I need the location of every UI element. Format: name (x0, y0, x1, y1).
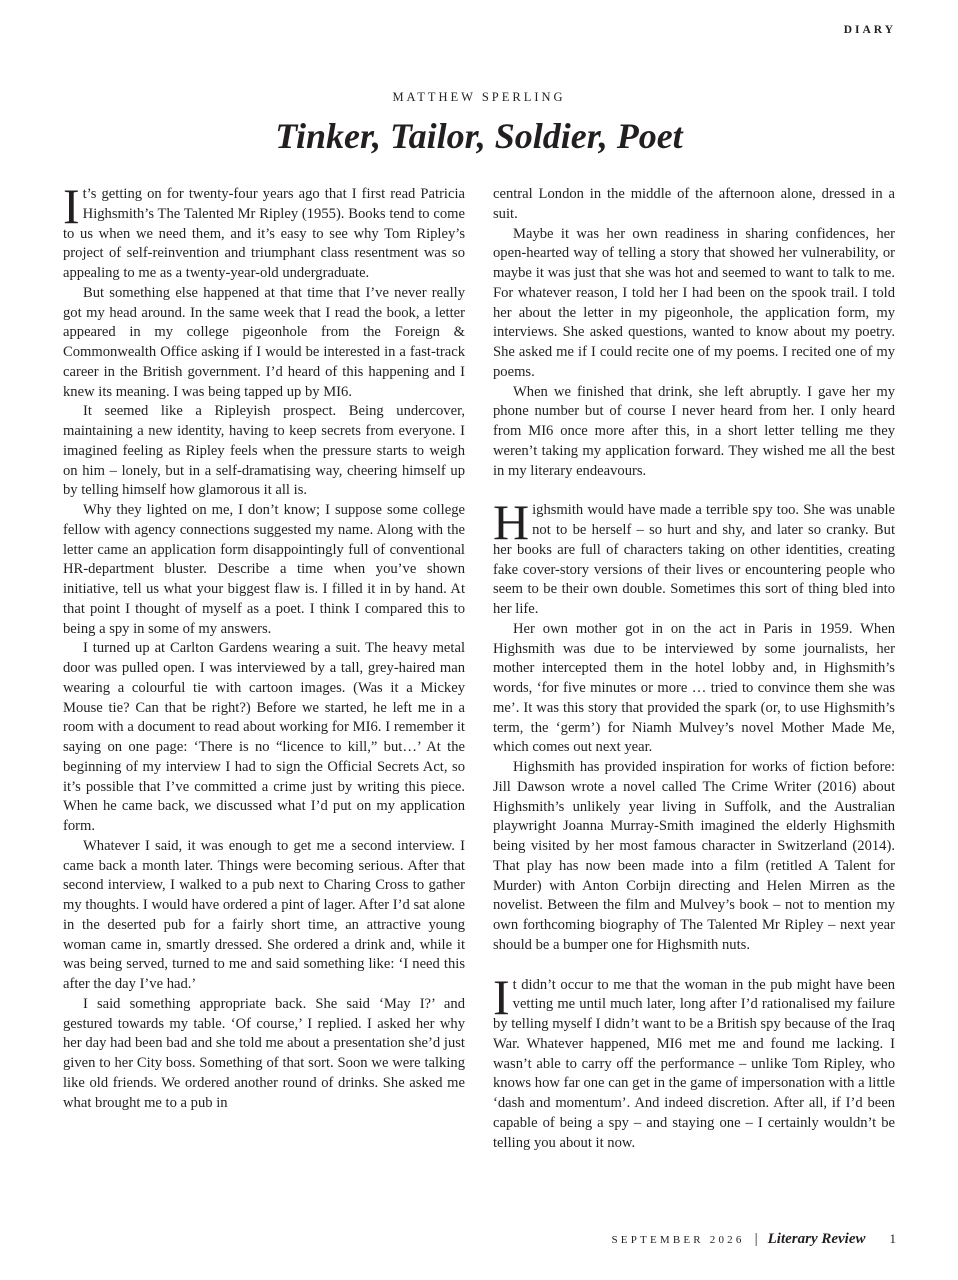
article-title: Tinker, Tailor, Soldier, Poet (275, 116, 683, 156)
author-byline: MATTHEW SPERLING (392, 90, 566, 104)
drop-cap: H (493, 494, 530, 551)
article-paragraph: Why they lighted on me, I don’t know; I suppose some college fellow with agency connections suggested my name. Along with the letter came an application form disappointingly full of conventional HR-department bluster. Describe a time when you’ve shown initiative, tell us what your biggest flaw is. I filled it in by hand. At that point I thought of myself as a poet. I think I compared this to being a spy in some of my answers. (63, 502, 465, 637)
article-paragraph: It didn’t occur to me that the woman in the pub might have been vetting me until much later, long after I’d rationalised my failure by telling myself I didn’t want to be a British spy because of the Iraq War. Whatever happened, MI6 met me and found me lacking. I wasn’t able to carry off the performance – unlike Tom Ripley, who knows how far one can get in the game of impersonation with a little ‘dash and momentum’. And indeed discretion. After all, if I’d been capable of being a spy – and staying one – I certainly wouldn’t be telling you about it now. (493, 968, 895, 1151)
section-label: DIARY (843, 24, 896, 36)
page-number: 1 (889, 1231, 896, 1246)
footer-separator: | (754, 1231, 758, 1247)
article-paragraph: Highsmith would have made a terrible spy too. She was unable not to be herself – so hurt and shy, and later so cranky. But her books are full of characters taking on other identities, creating fake cover-story versions of their lives or encountering people who seem to be their own double. Sometimes this sort of thing bled into her life. (493, 494, 895, 617)
issue-date: SEPTEMBER 2026 (611, 1234, 745, 1246)
article-paragraph: Highsmith has provided inspiration for works of fiction before: Jill Dawson wrote a novel called The Crime Writer (2016) about Highsmith’s unlikely year living in Suffolk, and the Australian playwright Joanna Murray-Smith imagined the elderly Highsmith being visited by her most famous character in Switzerland (2014). That play has now been made into a film (retitled A Talent for Murder) with Anton Corbijn directing and Helen Mirren as the novelist. Between the film and Mulvey’s book – not to mention my own forthcoming biography of The Talented Mr Ripley – next year should be a bumper one for Highsmith nuts. (493, 759, 895, 953)
article-paragraph: When we finished that drink, she left abruptly. I gave her my phone number but of course I never heard from her. I only heard from MI6 once more after this, in a short letter telling me they weren’t taking my application forward. They wished me all the best in my literary endeavours. (493, 383, 895, 479)
drop-cap: I (493, 968, 510, 1025)
article-paragraph: I said something appropriate back. She said ‘May I?’ and gestured towards my table. ‘Of course,’ I replied. I asked her why her day had been bad and she told me about a presentation she’d just given to her City boss. Something of that sort. Soon we were talking like old friends. We ordered another round of drinks. She asked me what brought me to a pub in (63, 995, 465, 1111)
article-paragraph: Maybe it was her own readiness in sharing confidences, her open-hearted way of telling a story that showed her vulnerability, or maybe it was just that she was hot and seemed to want to talk to me. For whatever reason, I told her I had been on the spook trail. I told her about the letter in my pigeonhole, the application form, my interviews. She asked questions, wanted to know about my poetry. She asked me if I could recite one of my poems. I recited one of my poems. (493, 225, 895, 380)
article-paragraph: Whatever I said, it was enough to get me a second interview. I came back a month later. Things were becoming serious. After that second interview, I walked to a pub next to Charing Cross to gather my thoughts. I would have ordered a pint of lager. After I’d sat alone in the deserted pub for a fairly short time, an attractive young woman came in, smartly dressed. She ordered a drink and, while it was being served, turned to me and said something like: ‘I need this after the day I’ve had.’ (63, 837, 465, 992)
article-paragraph: central London in the middle of the afternoon alone, dressed in a suit. (493, 186, 895, 222)
magazine-name: Literary Review (767, 1231, 866, 1247)
article-paragraph: I turned up at Carlton Gardens wearing a suit. The heavy metal door was pulled open. I was interviewed by a tall, grey-haired man wearing a colourful tie with cartoon images. (Was it a Mickey Mouse tie? Can that be right?) Before we started, he left me in a room with a document to read about working for MI6. I remember it saying on one page: ‘There is no “licence to kill,” but…’ At the beginning of my interview I had to sign the Official Secrets Act, so it’s possible that I’ve committed a crime just by writing this piece. When he came back, we discussed what I’d put on my application form. (63, 640, 465, 834)
article-column-right (493, 185, 895, 1153)
drop-cap: I (63, 178, 80, 234)
article-paragraph: Her own mother got in on the act in Paris in 1959. When Highsmith was due to be interviewed by some journalists, her mother intercepted them in the hotel lobby and, in Highsmith’s words, ‘for five minutes or more … tried to convince them she was me’. It was this story that provided the spark (or, to use Highsmith’s term, the ‘germ’) for Niamh Mulvey’s novel Mother Made Me, which comes out next year. (493, 620, 895, 756)
article-column-left (63, 178, 465, 1113)
article-paragraph: It’s getting on for twenty-four years ago that I first read Patricia Highsmith’s The Talented Mr Ripley (1955). Books tend to come to us when we need them, and it’s easy to see why Tom Ripley’s project of self-reinvention and triumphant class resentment was so appealing to me as a twenty-year-old undergraduate. (63, 178, 465, 281)
article-paragraph: It seemed like a Ripleyish prospect. Being undercover, maintaining a new identity, having to keep secrets from everyone. I imagined feeling as Ripley feels when the pressure starts to weigh on him – lonely, but in a self-dramatising way, cheering himself up by telling himself how glamorous it all is. (63, 403, 465, 499)
article-paragraph: But something else happened at that time that I’ve never really got my head around. In the same week that I read the book, a letter appeared in my college pigeonhole from the Foreign & Commonwealth Office asking if I would be interested in a fast-track career in the British government. I’d heard of this happening and I knew its meaning. I was being tapped up by MI6. (63, 284, 465, 400)
page-footer (611, 1231, 896, 1248)
